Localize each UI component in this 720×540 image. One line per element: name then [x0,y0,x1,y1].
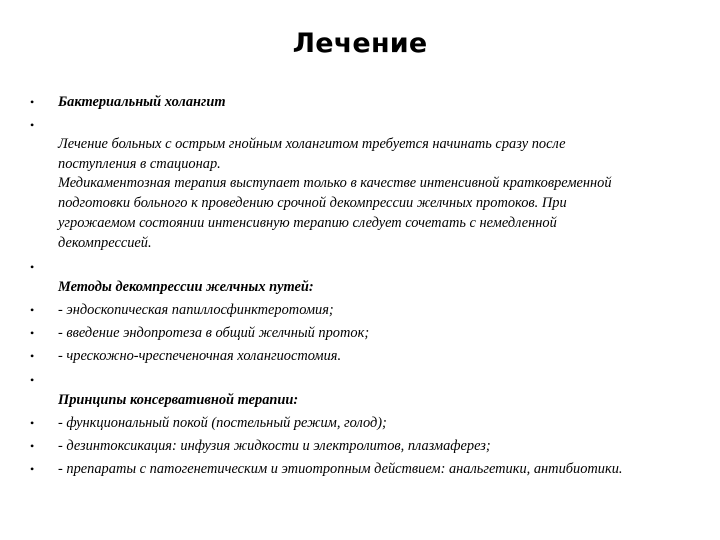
list-item [30,436,690,456]
bullet-icon: • [30,118,35,132]
bullet-icon: • [30,349,35,364]
section-heading-conservative: Принципы консервативной терапии: [58,392,299,409]
list-item [30,92,690,112]
bullet-icon: • [30,95,35,109]
bullet-icon: • [30,462,35,477]
bullet-icon: • [30,303,35,318]
paragraph-line: Медикаментозная терапия выступает только в качестве интенсивной кратковременной [58,175,612,192]
list-item [30,413,690,433]
list-item [30,346,690,366]
paragraph-line: Лечение больных с острым гнойным холангитом требуется начинать сразу после [58,136,566,152]
bullet-icon: • [30,439,35,454]
section-heading-cholangitis: Бактериальный холангит [58,94,226,110]
slide-title: Лечение [292,28,428,59]
treatment-paragraph [58,115,690,253]
list-item [30,370,690,410]
list-item-text: - введение эндопротеза в общий желчный проток; [58,325,370,342]
list-item-text: - дезинтоксикация: инфузия жидкости и электролитов, плазмаферез; [58,438,491,455]
paragraph-line: подготовки больного к проведению срочной декомпрессии желчных протоков. При [58,195,567,212]
list-item-text: - препараты с патогенетическим и этиотропным действием: анальгетики, антибиотики. [58,461,623,478]
paragraph-line: декомпрессией. [58,234,152,251]
list-item [30,257,690,297]
list-item [30,300,690,320]
list-item [30,115,690,253]
list-item-text: - функциональный покой (постельный режим, голод); [58,415,387,432]
bullet-list [30,92,690,482]
bullet-icon: • [30,260,35,275]
paragraph-line: угрожаемом состоянии интенсивную терапию следует сочетать с немедленной [58,214,557,231]
list-item-text: - эндоскопическая папиллосфинктеротомия; [58,302,334,319]
bullet-icon: • [30,416,35,431]
bullet-icon: • [30,326,35,341]
list-item [30,459,690,479]
list-item-text: - чрескожно-чреспеченочная холангиостомия. [58,348,342,365]
paragraph-line: поступления в стационар. [58,155,221,172]
section-heading-decompression: Методы декомпрессии желчных путей: [58,279,314,296]
bullet-icon: • [30,373,35,388]
list-item [30,323,690,343]
